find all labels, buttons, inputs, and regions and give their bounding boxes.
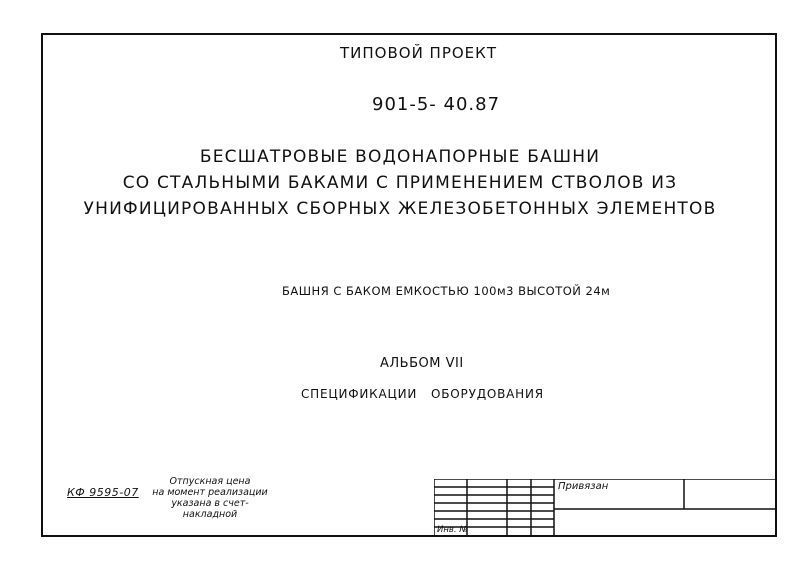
project-type-label: ТИПОВОЙ ПРОЕКТ: [340, 44, 497, 62]
catalog-code: КФ 9595-07: [67, 486, 139, 499]
title-line-1: БЕСШАТРОВЫЕ ВОДОНАПОРНЫЕ БАШНИ: [199, 147, 601, 167]
inventory-number-label: Инв. №: [437, 525, 469, 535]
title-line-2: СО СТАЛЬНЫМИ БАКАМИ С ПРИМЕНЕНИЕМ СТВОЛОВ ИЗ: [122, 173, 678, 193]
price-note-line-2: на момент реализации: [152, 487, 268, 498]
album-label: АЛЬБОМ VII: [380, 356, 464, 371]
title-line-3: УНИФИЦИРОВАННЫХ СБОРНЫХ ЖЕЛЕЗОБЕТОННЫХ ЭЛЕМЕНТОВ: [83, 199, 717, 219]
attached-label: Привязан: [558, 481, 609, 492]
price-note-line-3: указана в счет-накладной: [171, 498, 249, 520]
tower-subtitle: БАШНЯ С БАКОМ ЕМКОСТЬЮ 100м3 ВЫСОТОЙ 24м: [282, 284, 611, 298]
price-note-line-1: Отпускная цена: [169, 476, 251, 487]
section-label: СПЕЦИФИКАЦИИ ОБОРУДОВАНИЯ: [301, 387, 544, 401]
project-number: 901-5- 40.87: [372, 94, 501, 115]
